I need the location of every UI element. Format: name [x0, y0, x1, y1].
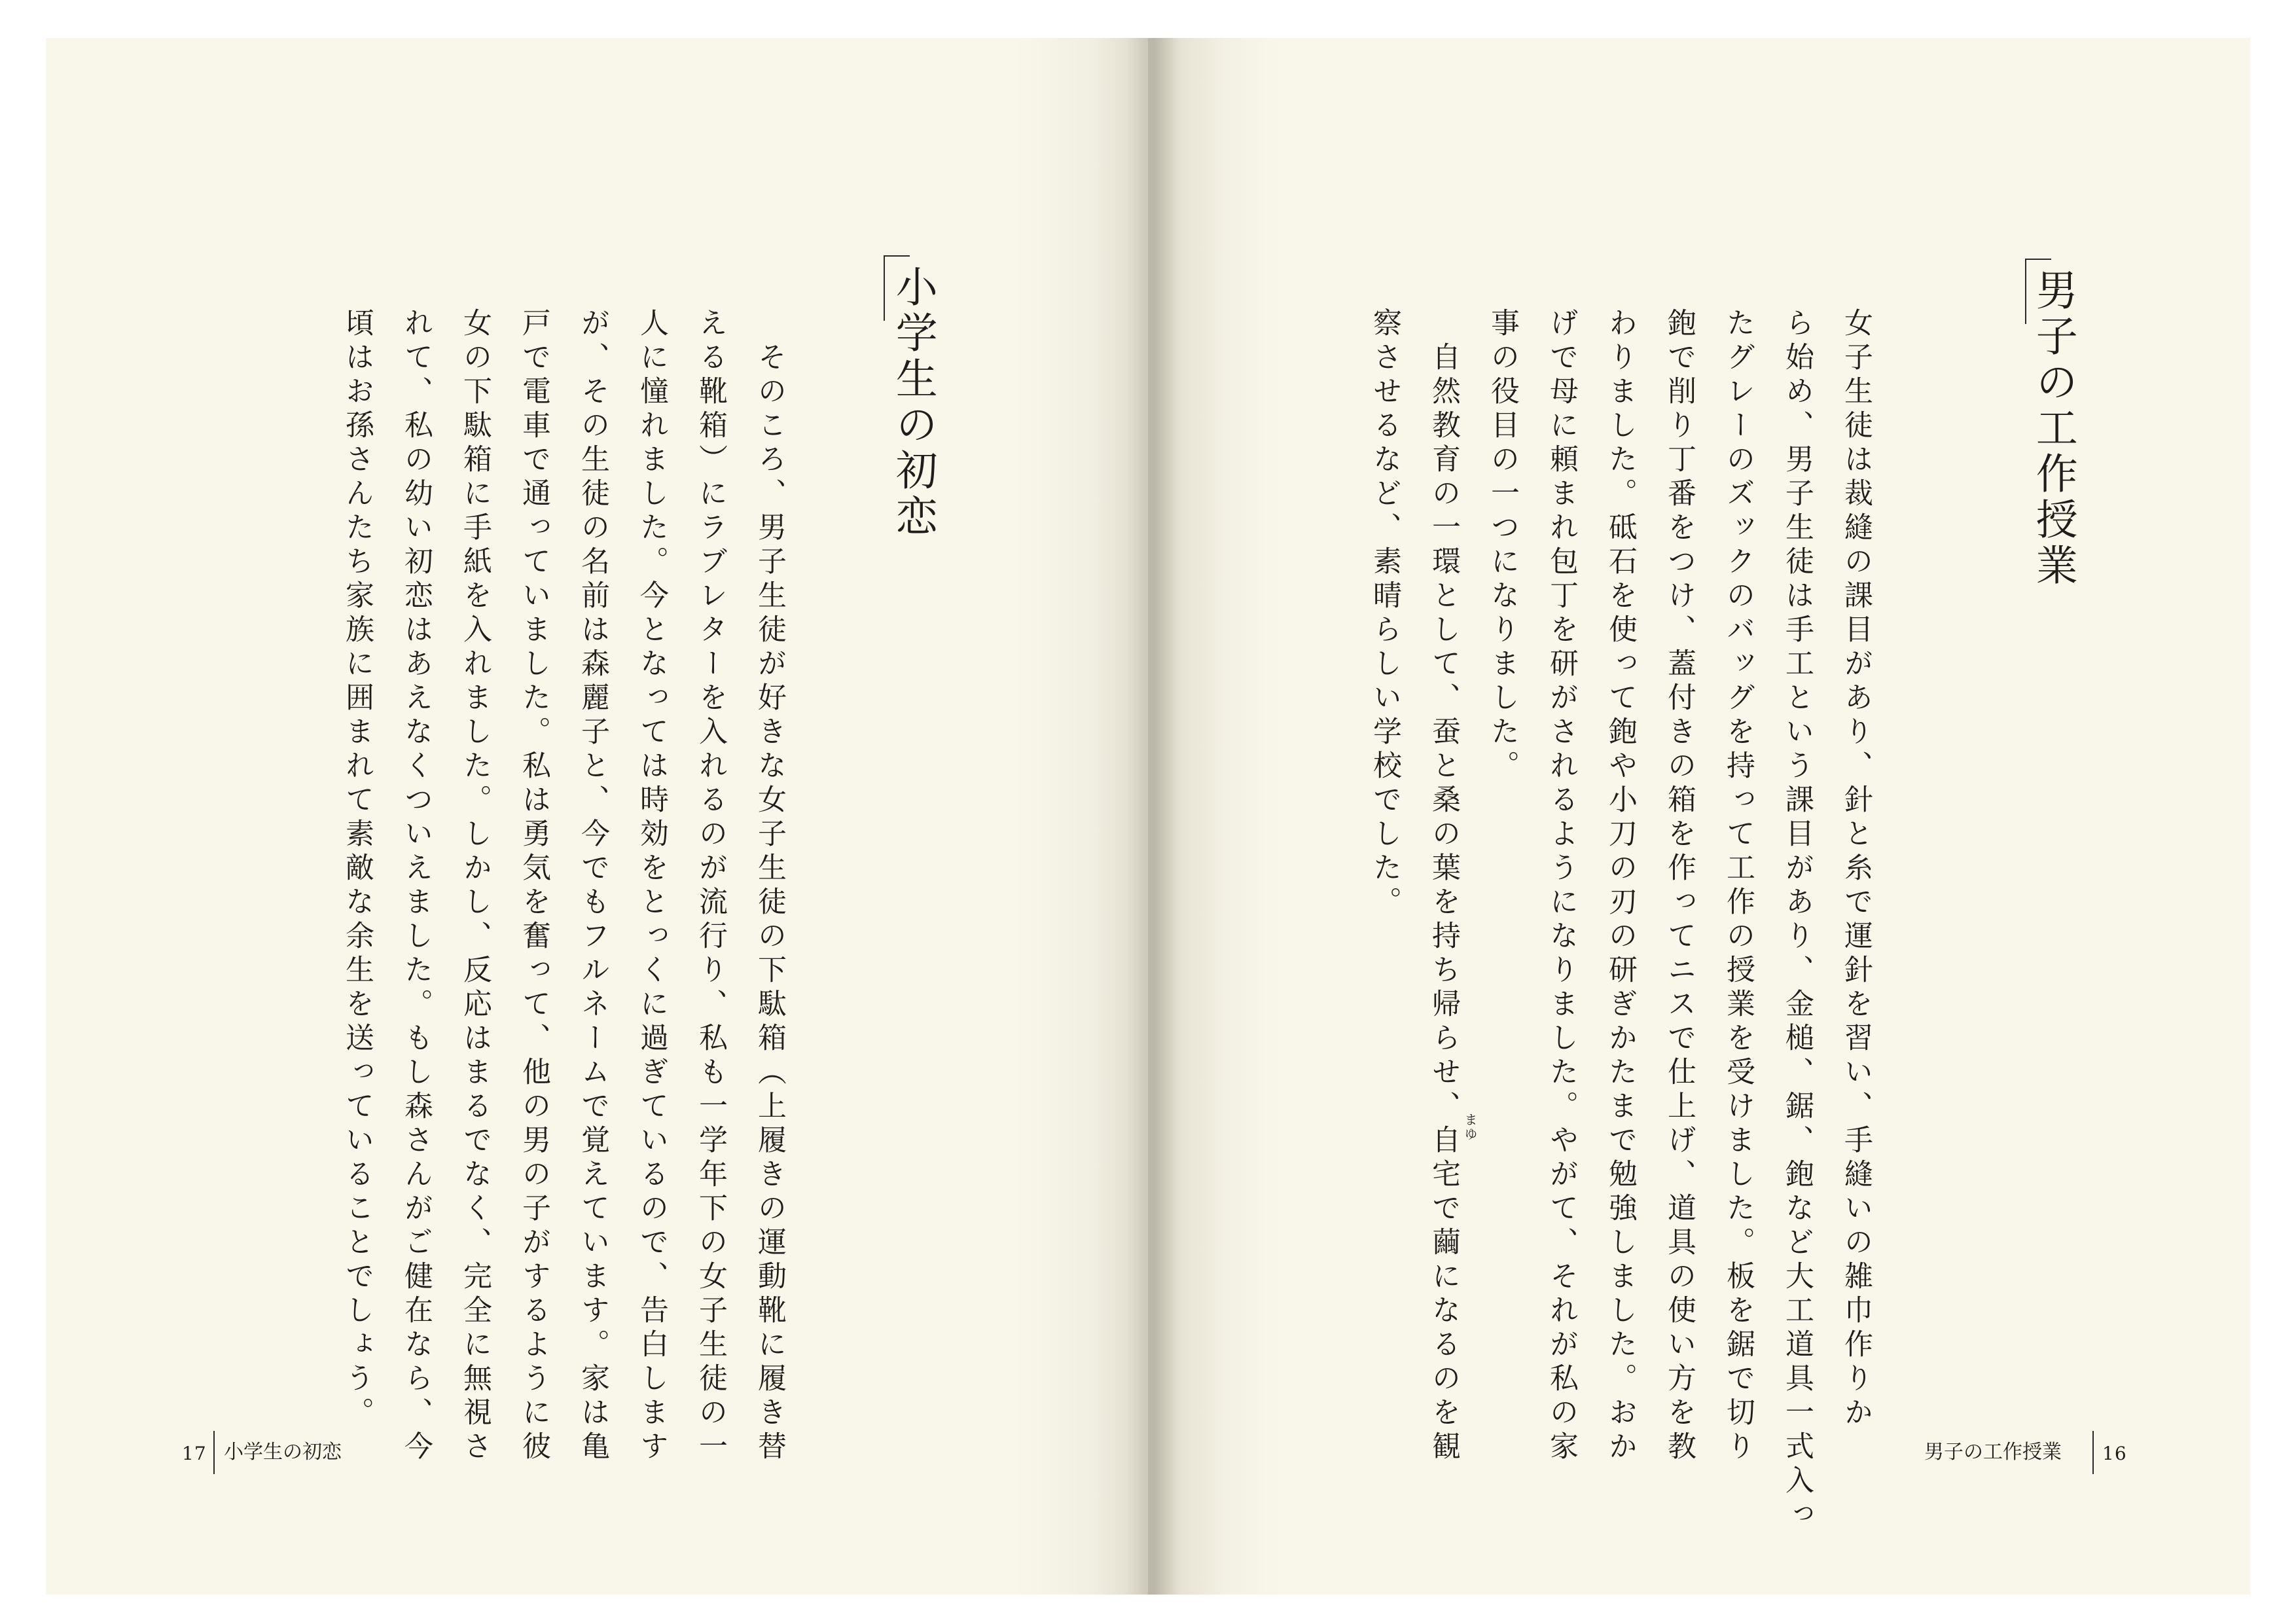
left-heading-rule-top	[884, 255, 910, 257]
left-page-body	[327, 308, 798, 1465]
right-heading-rule-top	[2025, 259, 2051, 260]
right-body-column: げで母に頼まれ包丁を研がされるようになりました。やがて、それが私の家	[1545, 308, 1578, 1465]
right-body-column: ら始め、男子生徒は手工という課目があり、金槌、鋸、鉋など大工道具一式入っ	[1780, 308, 1814, 1533]
right-page-heading: 男子の工作授業	[2028, 268, 2077, 589]
right-footer-rule	[2092, 1431, 2094, 1474]
left-page-number-value: 17	[182, 1443, 207, 1464]
left-body-column: 戸で電車で通っていました。私は勇気を奮って、他の男の子がするように彼	[517, 308, 550, 1465]
left-footer	[224, 1441, 342, 1464]
left-footer-rule	[213, 1431, 215, 1474]
left-page-number	[182, 1443, 207, 1465]
left-page-heading: 小学生の初恋	[888, 265, 937, 540]
ruby-reading: まゆ	[1462, 1113, 1478, 1142]
right-body-column: 自然教育の一環として、蚕と桑の葉を持ち帰らせ、自宅で繭になるのを観	[1427, 308, 1460, 1465]
left-body-column: そのころ、男子生徒が好きな女子生徒の下駄箱（上履きの運動靴に履き替	[753, 308, 786, 1465]
left-body-column: 頃はお孫さんたち家族に囲まれて素敵な余生を送っていることでしょう。	[340, 308, 374, 1431]
left-body-column: 女の下駄箱に手紙を入れました。しかし、反応はまるでなく、完全に無視さ	[458, 308, 492, 1465]
right-page-number	[2102, 1443, 2127, 1465]
left-body-column: える靴箱）にラブレターを入れるのが流行り、私も一学年下の女子生徒の一	[694, 308, 727, 1465]
right-page-body	[1355, 308, 1885, 1533]
right-footer-title: 男子の工作授業	[1924, 1441, 2062, 1464]
left-body-column: が、その生徒の名前は森麗子と、今でもフルネームで覚えています。家は亀	[576, 308, 609, 1465]
right-body-column: 女子生徒は裁縫の課目があり、針と糸で運針を習い、手縫いの雑巾作りか	[1839, 308, 1873, 1431]
left-heading-rule	[884, 255, 885, 321]
right-body-column: 察させるなど、素晴らしい学校でした。	[1368, 308, 1401, 920]
left-body-column: 人に憧れました。今となっては時効をとっくに過ぎているので、告白します	[635, 308, 668, 1465]
right-body-column: 鉋で削り丁番をつけ、蓋付きの箱を作ってニスで仕上げ、道具の使い方を教	[1662, 308, 1696, 1465]
right-body-column: わりました。砥石を使って鉋や小刀の刃の研ぎかたまで勉強しました。おか	[1604, 308, 1637, 1465]
right-heading-rule	[2025, 259, 2026, 324]
right-body-column: 事の役目の一つになりました。	[1486, 308, 1519, 784]
left-body-column: れて、私の幼い初恋はあえなくついえました。もし森さんがご健在なら、今	[399, 308, 433, 1465]
left-footer-title: 小学生の初恋	[224, 1441, 342, 1464]
book-gutter	[1126, 38, 1178, 1595]
right-footer	[1924, 1441, 2062, 1464]
right-page-number-value: 16	[2102, 1443, 2127, 1464]
right-body-column: たグレーのズックのバッグを持って工作の授業を受けました。板を鋸で切り	[1721, 308, 1755, 1465]
